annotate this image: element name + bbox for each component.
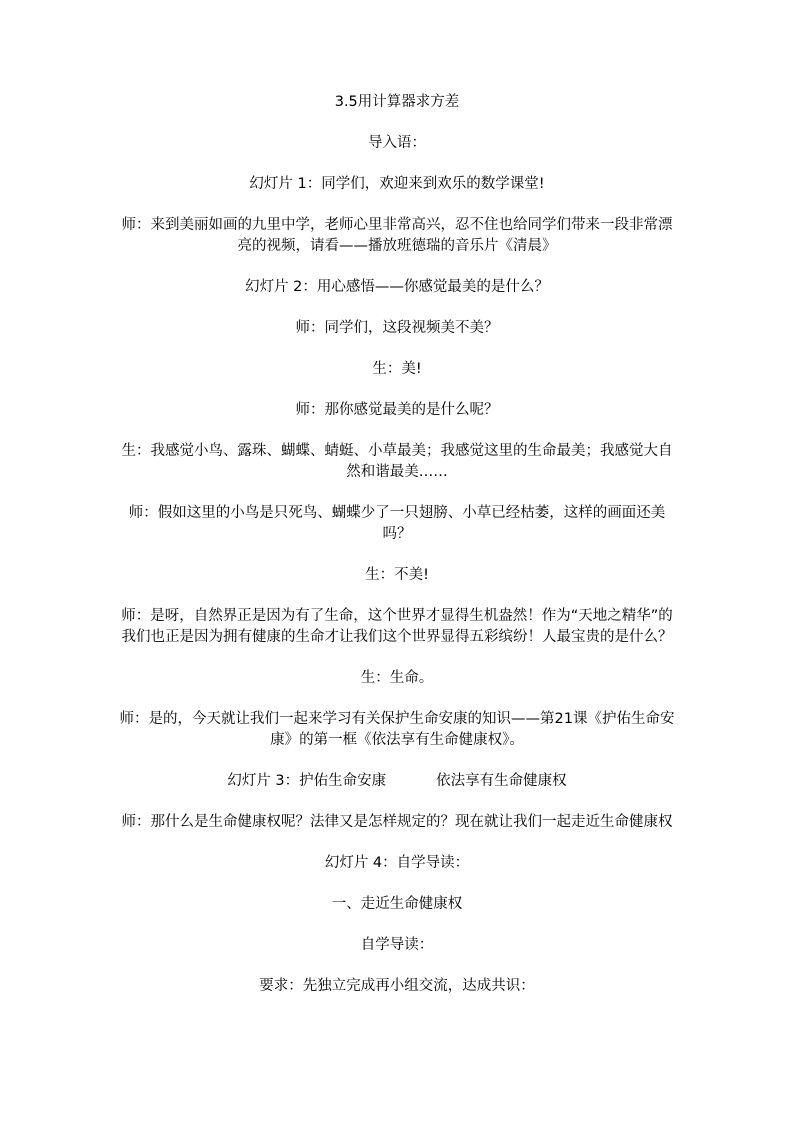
slide-2-text: 幻灯片 2：用心感悟——你感觉最美的是什么？ — [245, 279, 549, 295]
requirement-text: 要求：先独立完成再小组交流，达成共识： — [259, 978, 535, 994]
document-page — [118, 92, 676, 1017]
student-answer-3: 生：不美! — [365, 567, 429, 583]
teacher-intro-paragraph: 师：来到美丽如画的九里中学，老师心里非常高兴，忍不住也给同学们带来一段非常漂亮的视频，请看——播放班德瑞的音乐片《清晨》 — [121, 217, 673, 254]
teacher-paragraph-nature: 师：是呀，自然界正是因为有了生命，这个世界才显得生机盎然！作为“天地之精华”的我们也正是因为拥有健康的生命才让我们这个世界显得五彩缤纷！人最宝贵的是什么？ — [121, 608, 673, 645]
self-study-heading: 自学导读： — [360, 937, 434, 953]
teacher-question-2: 师：那你感觉最美的是什么呢？ — [295, 402, 499, 418]
slide-3-left: 幻灯片 3：护佑生命安康 — [227, 773, 387, 789]
slide-3-right: 依法享有生命健康权 — [436, 773, 567, 789]
student-answer-2: 生：我感觉小鸟、露珠、蝴蝶、蜻蜓、小草最美；我感觉这里的生命最美；我感觉大自然和谐最美…… — [121, 443, 673, 480]
student-answer-1: 生：美! — [372, 361, 422, 377]
slide-1-text: 幻灯片 1：同学们，欢迎来到欢乐的数学课堂! — [249, 176, 545, 192]
teacher-question-1: 师：同学们，这段视频美不美？ — [295, 320, 499, 336]
section-heading-1: 一、走近生命健康权 — [331, 896, 463, 912]
teacher-question-3: 师：假如这里的小鸟是只死鸟、蝴蝶少了一只翅膀、小草已经枯萎，这样的画面还美吗？ — [128, 505, 666, 542]
slide-3-line — [118, 771, 676, 792]
document-title: 3.5用计算器求方差 — [334, 94, 460, 110]
teacher-lesson-intro: 师：是的，今天就让我们一起来学习有关保护生命安康的知识——第21课《护佑生命安康》的第一框《依法享有生命健康权》。 — [119, 711, 675, 748]
intro-heading: 导入语： — [368, 135, 426, 151]
slide-4-text: 幻灯片 4：自学导读： — [324, 855, 470, 871]
teacher-question-health-right: 师：那什么是生命健康权呢？法律又是怎样规定的？现在就让我们一起走近生命健康权 — [121, 814, 673, 830]
student-answer-4: 生：生命。 — [360, 670, 434, 686]
